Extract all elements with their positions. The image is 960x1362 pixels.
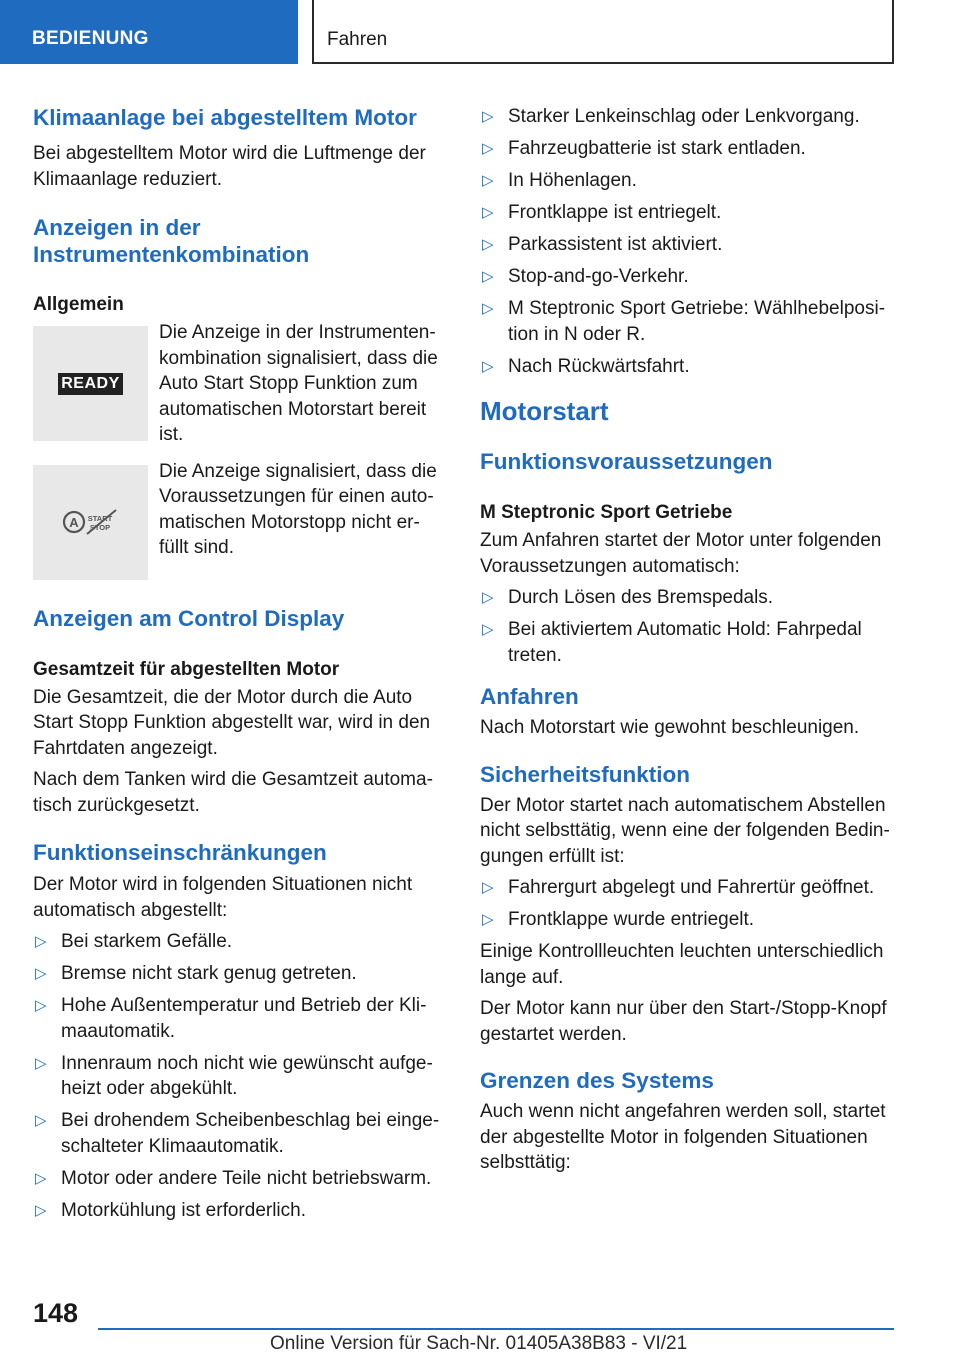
- list-item: ▷ Starker Lenkeinschlag oder Lenkvorgang.: [482, 106, 860, 127]
- list-item: ▷ Bremse nicht stark genug getreten.: [35, 963, 357, 984]
- list-item: ▷ Stop-and-go-Verkehr.: [482, 266, 689, 287]
- page-number: 148: [33, 1298, 79, 1328]
- list-einschraenkungen: [33, 929, 443, 1223]
- para-klimaanlage: Bei abgestelltem Motor wird die Luftmenge der Klimaanlage reduziert.: [33, 143, 426, 190]
- section-tab[interactable]: [0, 0, 298, 64]
- list-voraussetzungen: [480, 585, 895, 668]
- list-item: ▷ Frontklappe ist entriegelt.: [482, 202, 722, 223]
- list-sicherheit: [480, 875, 895, 933]
- heading-funktionsvoraussetzungen: Funktionsvoraussetzungen: [480, 449, 773, 474]
- startstop-indicator-text: Die Anzeige signalisiert, dass die Voraussetzungen für einen automatischen Motorstopp nicht erfüllt sind.: [159, 460, 437, 558]
- para-anfahren-voraussetzungen: Zum Anfahren startet der Motor unter folgenden Voraussetzungen automatisch:: [480, 530, 882, 577]
- section-tab-label: BEDIENUNG: [32, 28, 149, 49]
- auto-start-stop-off-image: [33, 465, 148, 580]
- list-item: ▷ M Steptronic Sport Getriebe: Wählhebelposition in N oder R.: [482, 298, 886, 345]
- chapter-tab-label: Fahren: [327, 29, 388, 50]
- heading-grenzen: Grenzen des Systems: [480, 1068, 714, 1093]
- ready-indicator-text: Die Anzeige in der Instrumentenkombination signalisiert, dass die Auto Start Stopp Funktion zum automatischen Motorstart bereit ist.: [159, 322, 438, 445]
- heading-klimaanlage: Klimaanlage bei abgestelltem Motor: [33, 105, 417, 130]
- para-sicherheitsfunktion: Der Motor startet nach automatischem Abstellen nicht selbsttätig, wenn eine der folgenden Bedingungen erfüllt ist:: [480, 794, 890, 867]
- ready-indicator-label: READY: [58, 373, 123, 395]
- heading-allgemein: Allgemein: [33, 294, 124, 315]
- list-item: ▷ In Höhenlagen.: [482, 170, 637, 191]
- list-item: ▷ Fahrergurt abgelegt und Fahrertür geöffnet.: [482, 877, 875, 898]
- para-funktionseinschraenkungen: Der Motor wird in folgenden Situationen nicht automatisch abgestellt:: [33, 874, 413, 921]
- list-item: ▷ Frontklappe wurde entriegelt.: [482, 909, 755, 930]
- heading-anfahren: Anfahren: [480, 684, 579, 709]
- indicator-ready-block: [33, 320, 443, 448]
- heading-control-display: Anzeigen am Control Display: [33, 605, 345, 631]
- left-column: [33, 104, 443, 1230]
- right-column: [480, 104, 895, 1176]
- heading-gesamtzeit: Gesamtzeit für abgestellten Motor: [33, 658, 340, 680]
- para-gesamtzeit-2: Nach dem Tanken wird die Gesamtzeit automatisch zurückgesetzt.: [33, 769, 433, 816]
- heading-motorstart: Motorstart: [480, 396, 609, 426]
- para-grenzen: Auch wenn nicht angefahren werden soll, startet der abgestellte Motor in folgenden Situationen selbsttätig:: [480, 1101, 886, 1173]
- list-item: ▷ Nach Rückwärtsfahrt.: [482, 355, 690, 377]
- list-item: ▷ Innenraum noch nicht wie gewünscht aufgeheizt oder abgekühlt.: [35, 1052, 433, 1099]
- indicator-startstop-block: [33, 459, 443, 580]
- list-weitere-situationen: [480, 104, 895, 379]
- heading-funktionseinschraenkungen: Funktionseinschränkungen: [33, 840, 327, 865]
- heading-instrumentenkombination: Anzeigen in der Instrumentenkombination: [33, 215, 310, 267]
- list-item: ▷ Hohe Außentemperatur und Betrieb der Klimaautomatik.: [35, 995, 427, 1042]
- chapter-tab[interactable]: [312, 0, 894, 64]
- list-item: ▷ Bei drohendem Scheibenbeschlag bei eingeschalteter Klimaautomatik.: [35, 1110, 440, 1157]
- list-item: ▷ Parkassistent ist aktiviert.: [482, 234, 723, 255]
- footer-divider: [98, 1328, 894, 1330]
- list-item: ▷ Motor oder andere Teile nicht betriebswarm.: [35, 1167, 432, 1189]
- list-item: ▷ Fahrzeugbatterie ist stark entladen.: [482, 138, 806, 159]
- auto-start-stop-icon: [62, 507, 120, 537]
- svg-text:START: START: [87, 514, 112, 523]
- svg-text:STOP: STOP: [89, 523, 110, 532]
- para-gesamtzeit-1: Die Gesamtzeit, die der Motor durch die Auto Start Stopp Funktion abgestellt war, wird in den Fahrtdaten angezeigt.: [33, 686, 431, 759]
- footer-version-text: Online Version für Sach-Nr. 01405A38B83 - VI/21: [270, 1333, 688, 1354]
- para-start-stopp-knopf: Der Motor kann nur über den Start-/Stopp-Knopf gestartet werden.: [480, 998, 887, 1045]
- list-item: ▷ Bei starkem Gefälle.: [35, 931, 233, 952]
- heading-m-steptronic: M Steptronic Sport Getriebe: [480, 502, 733, 523]
- heading-sicherheitsfunktion: Sicherheitsfunktion: [480, 761, 691, 787]
- para-anfahren: Nach Motorstart wie gewohnt beschleunigen.: [480, 717, 860, 738]
- list-item: ▷ Bei aktiviertem Automatic Hold: Fahrpedal treten.: [482, 619, 862, 666]
- list-item: ▷ Durch Lösen des Bremspedals.: [482, 587, 774, 608]
- list-item: ▷ Motorkühlung ist erforderlich.: [35, 1199, 306, 1221]
- para-kontrollleuchten: Einige Kontrollleuchten leuchten unterschiedlich lange auf.: [480, 941, 884, 988]
- ready-indicator-image: [33, 326, 148, 441]
- svg-text:A: A: [68, 515, 79, 530]
